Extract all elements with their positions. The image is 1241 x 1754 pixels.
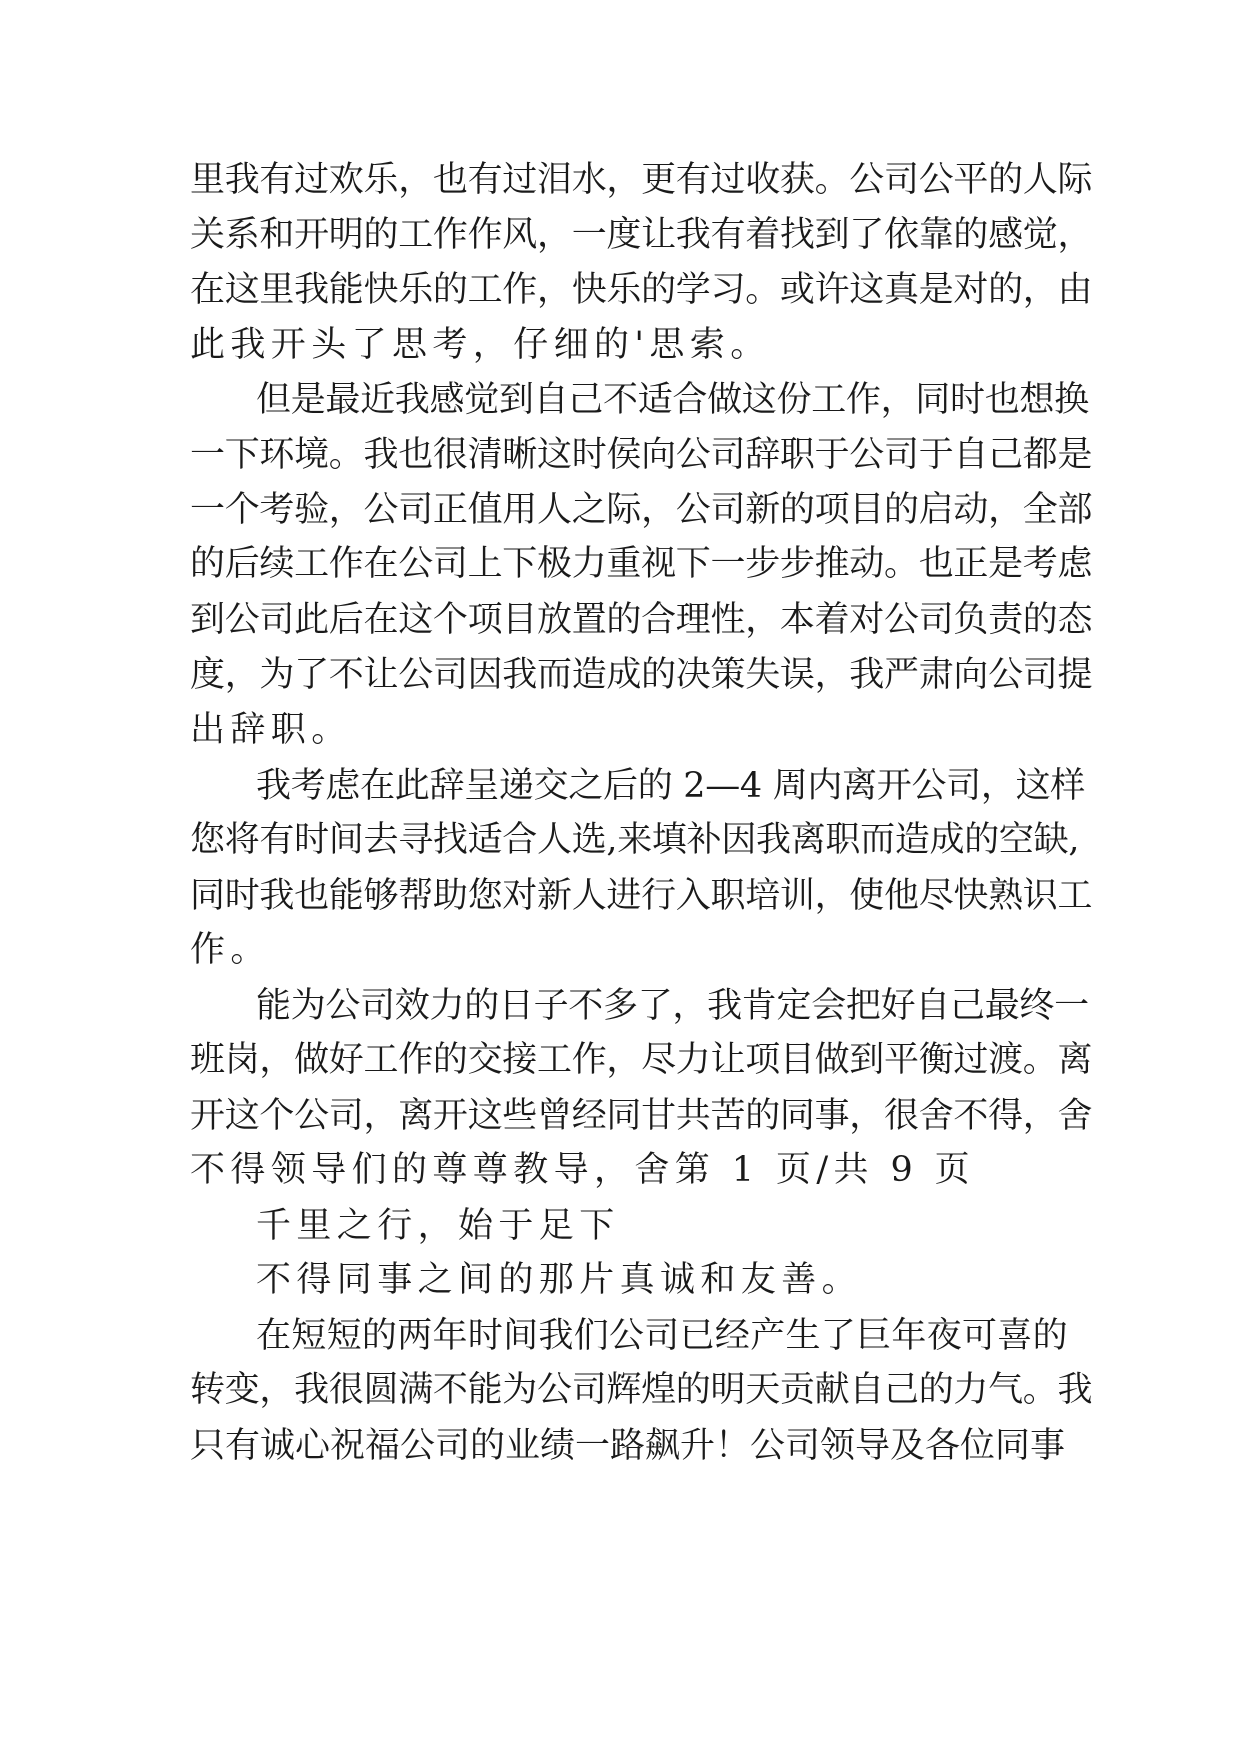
text-line: 一下环境。我也很清晰这时侯向公司辞职于公司于自己都是 bbox=[190, 435, 1093, 475]
text-line: 关系和开明的工作作风，一度让我有着找到了依靠的感觉， bbox=[190, 215, 1093, 255]
text-line: 班岗，做好工作的交接工作，尽力让项目做到平衡过渡。离 bbox=[190, 1040, 1093, 1080]
text-line: 您将有时间去寻找适合人选,来填补因我离职而造成的空缺, bbox=[190, 820, 1080, 860]
text-line: 转变，我很圆满不能为公司辉煌的明天贡献自己的力气。我 bbox=[190, 1370, 1093, 1410]
text-line: 此我开头了思考，仔细的'思索。 bbox=[190, 325, 771, 365]
text-line: 里我有过欢乐，也有过泪水，更有过收获。公司公平的人际 bbox=[190, 160, 1093, 200]
text-line: 但是最近我感觉到自己不适合做这份工作，同时也想换 bbox=[256, 380, 1089, 420]
text-line: 开这个公司，离开这些曾经同甘共苦的同事，很舍不得，舍 bbox=[190, 1096, 1093, 1136]
text-line: 能为公司效力的日子不多了，我肯定会把好自己最终一 bbox=[256, 986, 1089, 1026]
text-line: 作。 bbox=[190, 930, 271, 970]
text-line: 出辞职。 bbox=[190, 710, 352, 750]
text-line: 到公司此后在这个项目放置的合理性，本着对公司负责的态 bbox=[190, 600, 1093, 640]
text-line: 一个考验，公司正值用人之际，公司新的项目的启动，全部 bbox=[190, 490, 1093, 530]
page-footer-line: 不得领导们的尊尊教导，舍第 1 页/共 9 页 bbox=[190, 1150, 976, 1190]
text-line: 的后续工作在公司上下极力重视下一步步推动。也正是考虑 bbox=[190, 544, 1093, 584]
text-line: 同时我也能够帮助您对新人进行入职培训，使他尽快熟识工 bbox=[190, 876, 1093, 916]
text-line: 不得同事之间的那片真诚和友善。 bbox=[256, 1260, 863, 1300]
page-header-line: 千里之行，始于足下 bbox=[256, 1206, 620, 1246]
text-line: 度，为了不让公司因我而造成的决策失误，我严肃向公司提 bbox=[190, 655, 1093, 695]
text-line: 只有诚心祝福公司的业绩一路飙升！公司领导及各位同事 bbox=[190, 1426, 1066, 1466]
text-line: 我考虑在此辞呈递交之后的 2—4 周内离开公司，这样 bbox=[256, 766, 1085, 806]
text-line: 在这里我能快乐的工作，快乐的学习。或许这真是对的，由 bbox=[190, 270, 1093, 310]
text-line: 在短短的两年时间我们公司已经产生了巨年夜可喜的 bbox=[256, 1316, 1068, 1356]
